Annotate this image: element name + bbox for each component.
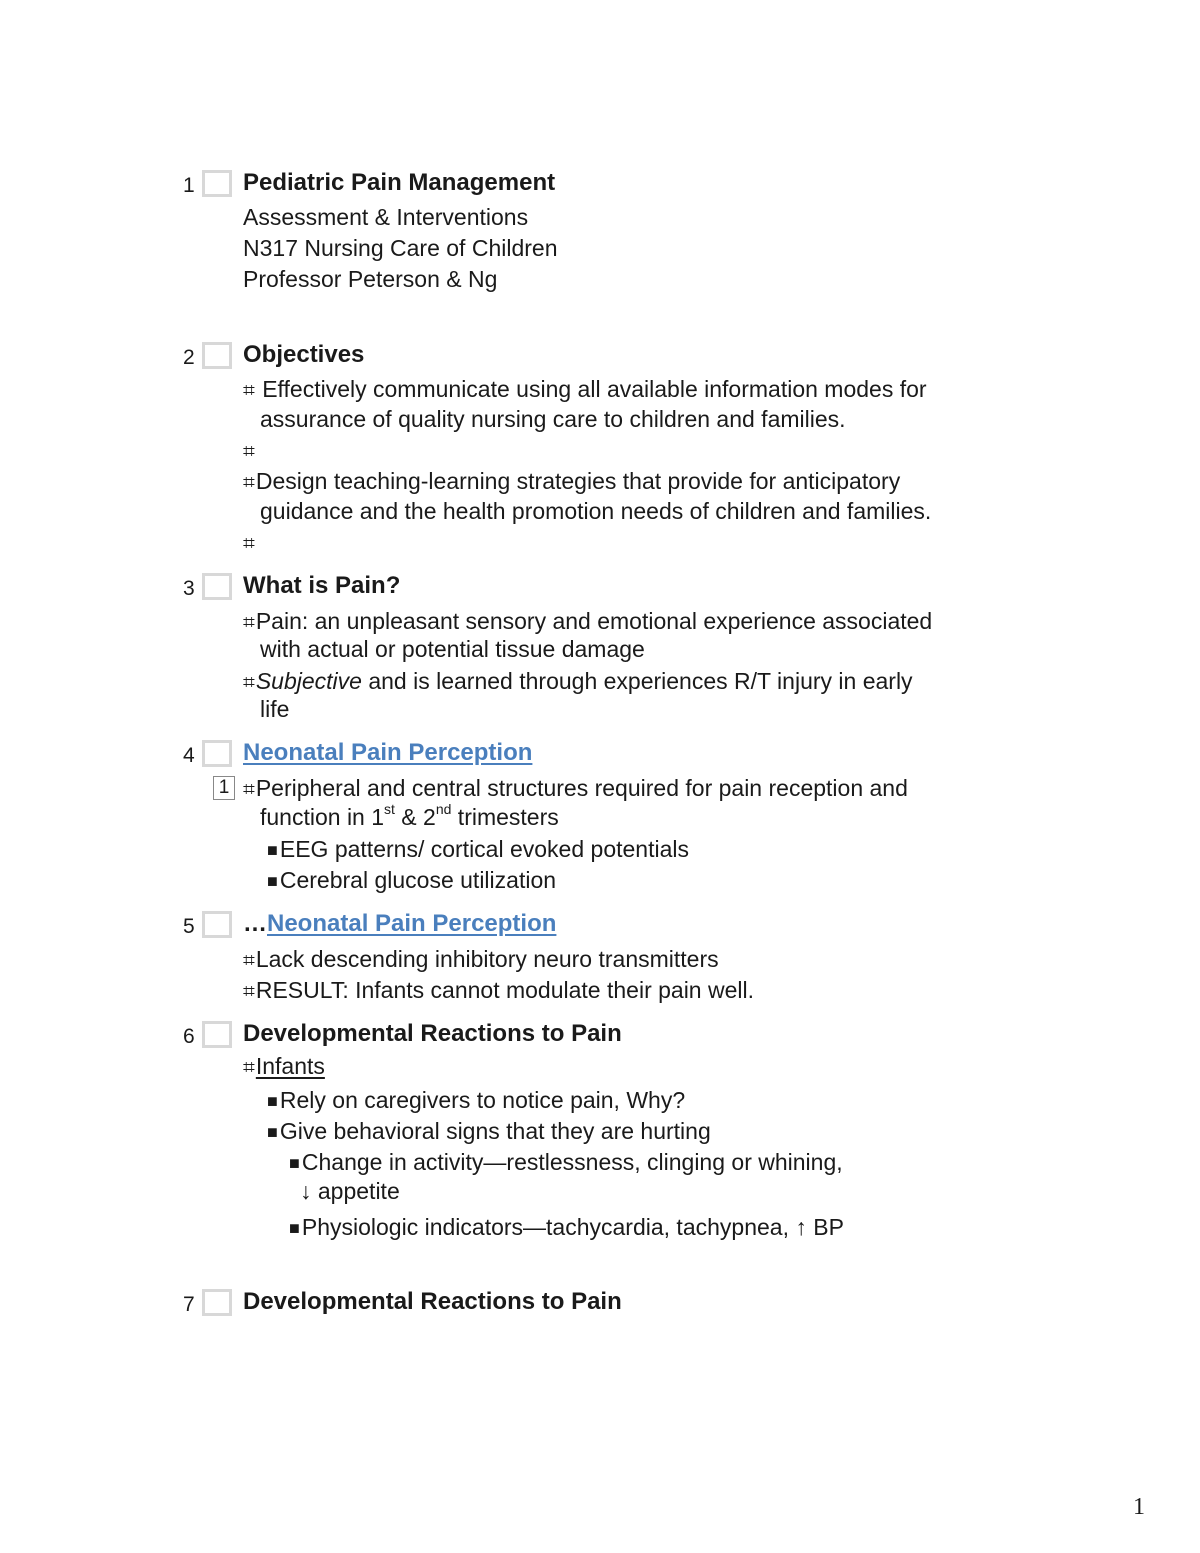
bullet-icon: ⌗ bbox=[243, 532, 255, 555]
bullet-item: ⌗Subjective and is learned through experiences R/T injury in early bbox=[243, 668, 913, 694]
slide-thumbnail-box bbox=[202, 573, 232, 600]
bullet-icon: ⌗ bbox=[243, 980, 255, 1003]
slide-thumbnail-box bbox=[202, 740, 232, 767]
slide-number: 6 bbox=[183, 1025, 195, 1048]
slide-title-link[interactable]: Neonatal Pain Perception bbox=[267, 910, 557, 937]
slide-number: 5 bbox=[183, 915, 195, 938]
slide-number: 7 bbox=[183, 1293, 195, 1316]
bullet-item: ⌗Infants bbox=[243, 1053, 325, 1079]
bullet-continuation: guidance and the health promotion needs of children and families. bbox=[260, 498, 932, 524]
square-bullet-icon: ■ bbox=[267, 871, 278, 891]
slide-title-link[interactable]: Neonatal Pain Perception bbox=[243, 739, 533, 766]
bullet-icon: ⌗ bbox=[243, 379, 255, 402]
slide-thumbnail-box bbox=[202, 1021, 232, 1048]
slide-thumbnail-box bbox=[202, 342, 232, 369]
bullet-icon: ⌗ bbox=[243, 1056, 255, 1079]
bullet-continuation: ↓ appetite bbox=[300, 1178, 400, 1204]
square-bullet-icon: ■ bbox=[267, 1091, 278, 1111]
bullet-continuation: life bbox=[260, 696, 290, 722]
bullet-continuation: with actual or potential tissue damage bbox=[260, 636, 645, 662]
slide-number: 3 bbox=[183, 577, 195, 600]
slide-title: What is Pain? bbox=[243, 572, 401, 599]
bullet-icon: ⌗ bbox=[243, 949, 255, 972]
slide-text-line: N317 Nursing Care of Children bbox=[243, 235, 558, 261]
square-bullet-icon: ■ bbox=[267, 1122, 278, 1142]
bullet-continuation: function in 1st & 2nd trimesters bbox=[260, 801, 559, 830]
slide-text-line: Professor Peterson & Ng bbox=[243, 266, 498, 292]
bullet-item: ⌗ Effectively communicate using all available information modes for bbox=[243, 376, 927, 402]
bullet-icon: ⌗ bbox=[243, 778, 255, 801]
sub-bullet-item: ■EEG patterns/ cortical evoked potentials bbox=[267, 836, 689, 862]
bullet-continuation: assurance of quality nursing care to children and families. bbox=[260, 406, 846, 432]
slide-thumbnail-box bbox=[202, 1289, 232, 1316]
slide-number: 4 bbox=[183, 744, 195, 767]
bullet-icon: ⌗ bbox=[243, 671, 255, 694]
slide-number: 2 bbox=[183, 346, 195, 369]
slide-title: Developmental Reactions to Pain bbox=[243, 1020, 622, 1047]
sub-bullet-item: ■Rely on caregivers to notice pain, Why? bbox=[267, 1087, 686, 1113]
slide-thumbnail-box bbox=[202, 170, 232, 197]
bullet-icon: ⌗ bbox=[243, 471, 255, 494]
slide-thumbnail-box bbox=[202, 911, 232, 938]
bullet-empty bbox=[243, 439, 256, 462]
bullet-item: ⌗Design teaching-learning strategies that provide for anticipatory bbox=[243, 468, 901, 494]
slide-text-line: Assessment & Interventions bbox=[243, 204, 529, 230]
page-number: 1 bbox=[1133, 1494, 1145, 1520]
square-bullet-icon: ■ bbox=[267, 840, 278, 860]
sub-bullet-item: ■Cerebral glucose utilization bbox=[267, 867, 557, 893]
square-bullet-icon: ■ bbox=[289, 1153, 300, 1173]
slide-title: Pediatric Pain Management bbox=[243, 169, 556, 196]
slide-title: Developmental Reactions to Pain bbox=[243, 1288, 622, 1315]
bullet-empty bbox=[243, 531, 256, 554]
square-bullet-icon: ■ bbox=[289, 1218, 300, 1238]
sub-sub-bullet-item: ■Physiologic indicators—tachycardia, tachypnea, ↑ BP bbox=[289, 1214, 844, 1240]
comment-marker[interactable]: 1 bbox=[213, 776, 235, 800]
bullet-item: ⌗RESULT: Infants cannot modulate their pain well. bbox=[243, 977, 755, 1003]
bullet-icon: ⌗ bbox=[243, 611, 255, 634]
bullet-item: ⌗Pain: an unpleasant sensory and emotional experience associated bbox=[243, 608, 933, 634]
bullet-icon: ⌗ bbox=[243, 440, 255, 463]
bullet-item: ⌗Peripheral and central structures required for pain reception and bbox=[243, 775, 908, 801]
slide-title: Objectives bbox=[243, 341, 365, 368]
slide-title-row: …Neonatal Pain Perception bbox=[243, 910, 557, 937]
slide-number: 1 bbox=[183, 174, 195, 197]
sub-bullet-item: ■Give behavioral signs that they are hurting bbox=[267, 1118, 711, 1144]
bullet-item: ⌗Lack descending inhibitory neuro transmitters bbox=[243, 946, 719, 972]
sub-sub-bullet-item: ■Change in activity—restlessness, clinging or whining, bbox=[289, 1149, 843, 1175]
